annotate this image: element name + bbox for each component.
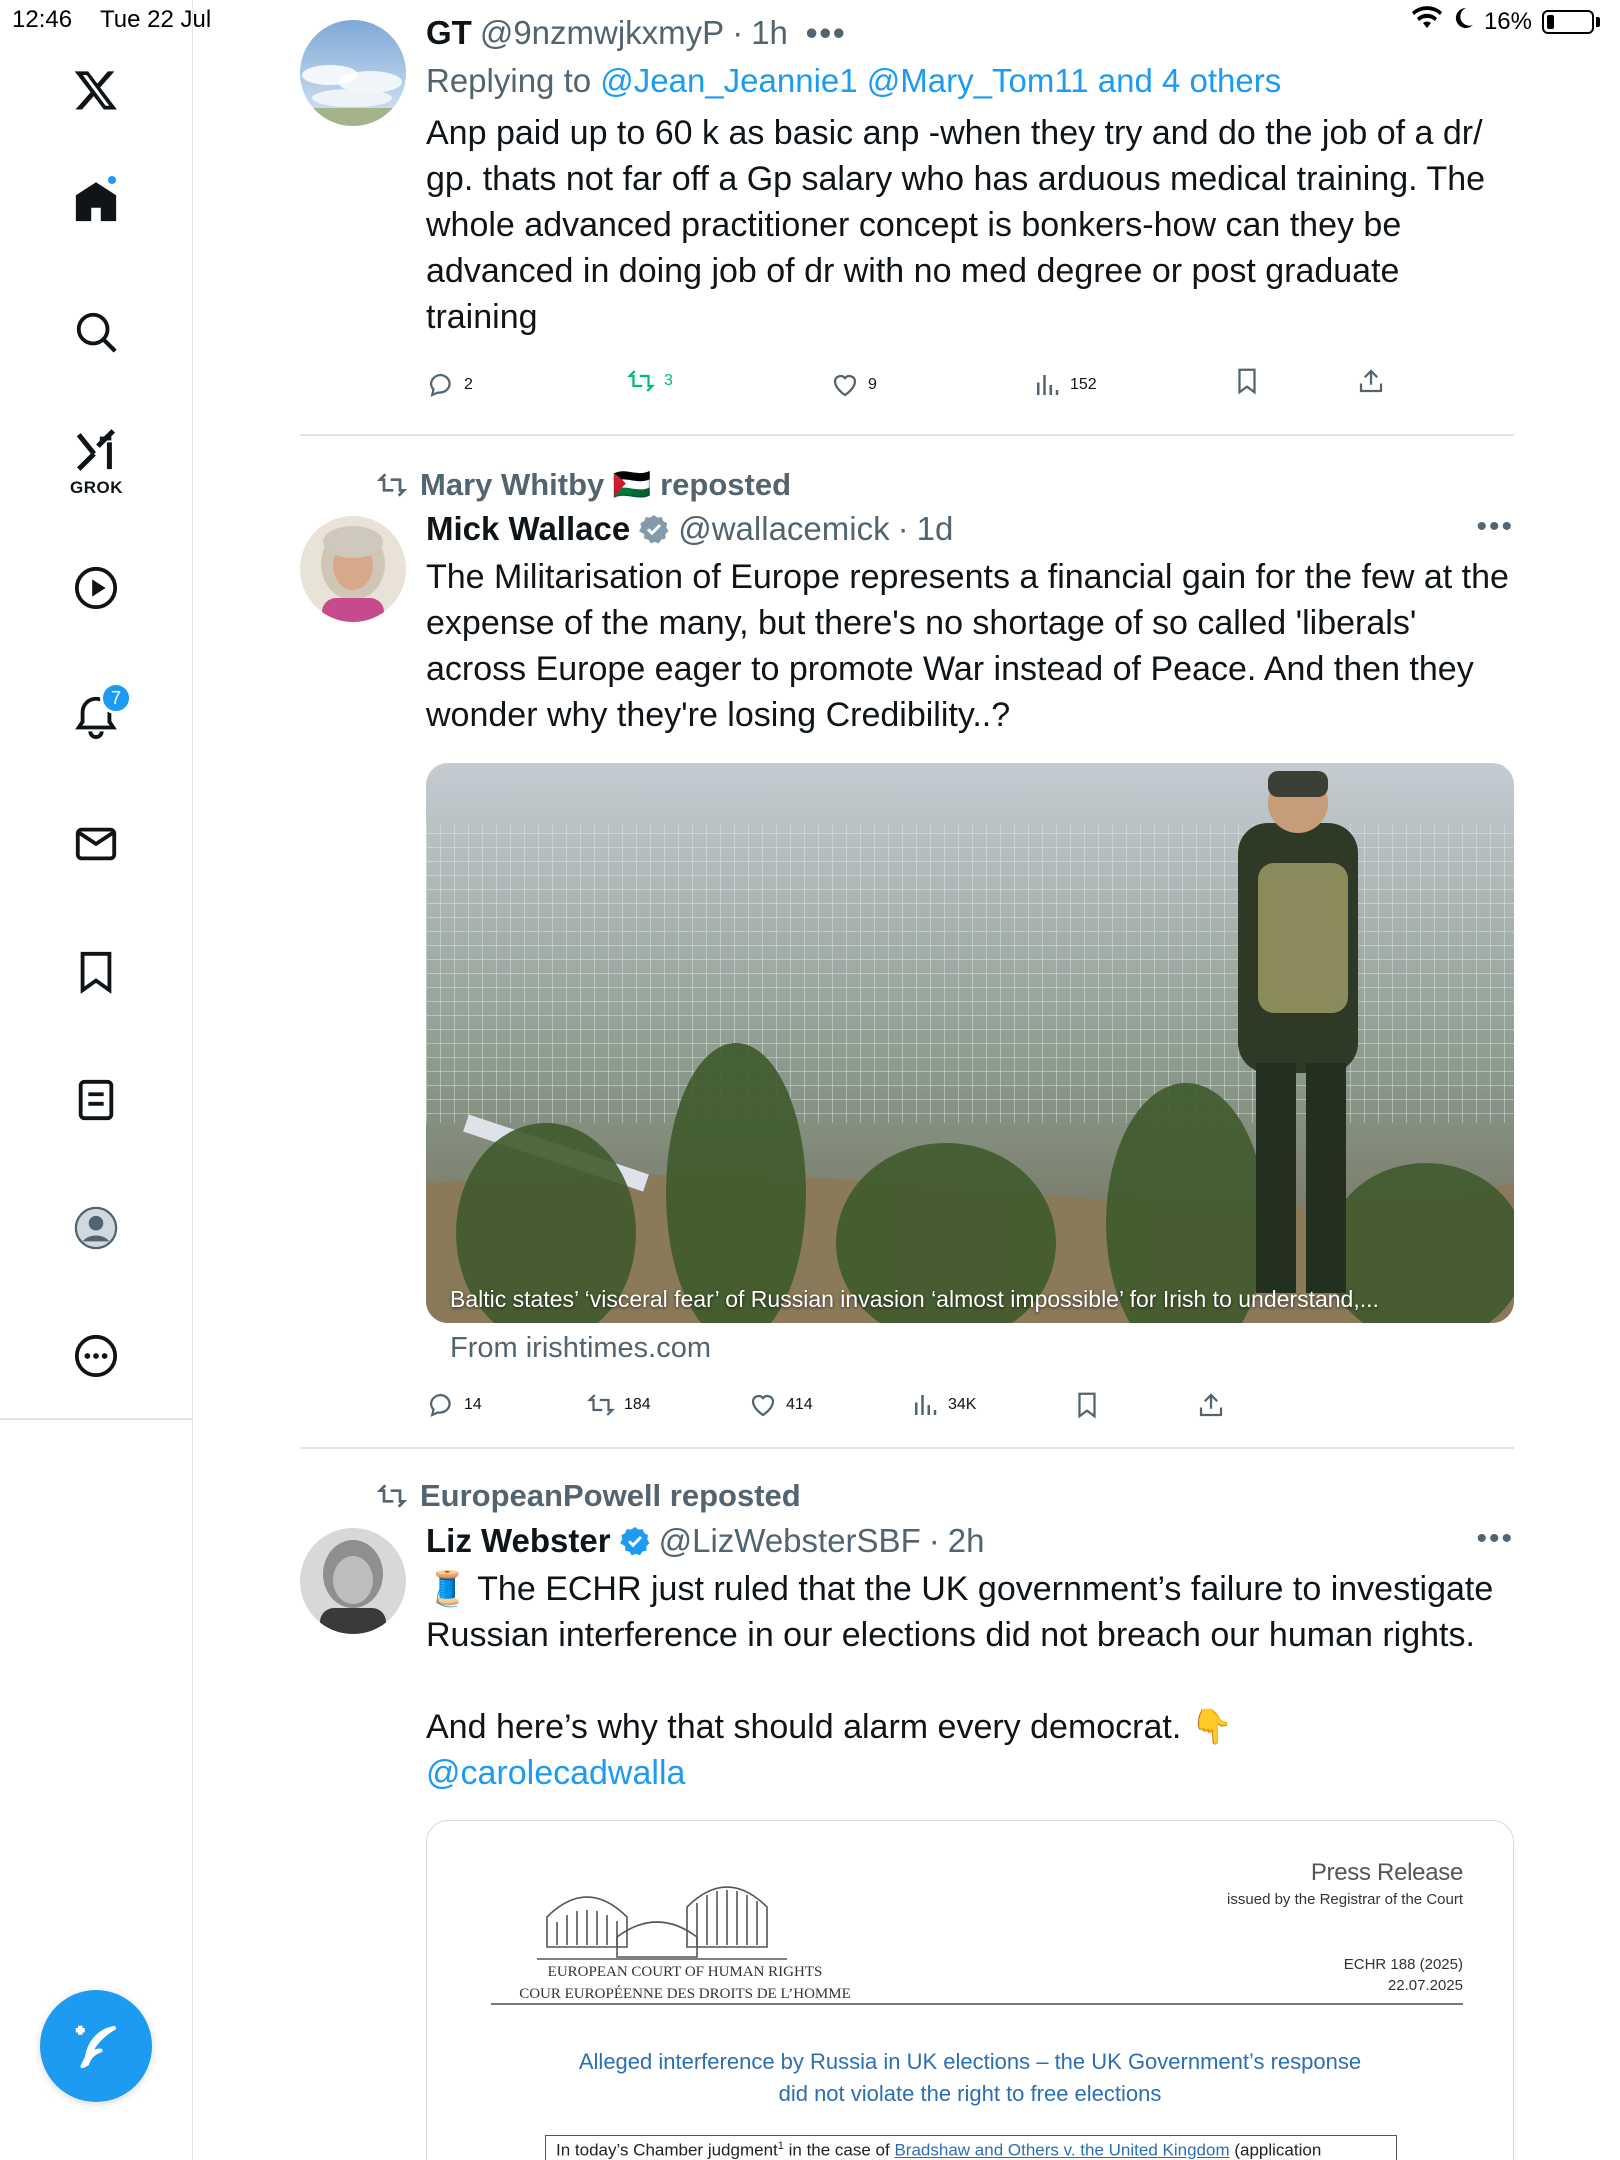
share-button[interactable]	[1196, 1390, 1226, 1420]
reply-button[interactable]	[426, 1390, 482, 1420]
author-name[interactable]: Liz Webster	[426, 1522, 611, 1559]
tweet-liz-webster[interactable]	[300, 1522, 1514, 2160]
repost-attribution[interactable]: Mary Whitby 🇵🇸 reposted	[376, 466, 791, 503]
views-icon	[1032, 370, 1062, 400]
document-date: 22.07.2025	[1387, 1977, 1463, 1994]
reply-button[interactable]	[426, 370, 473, 400]
link-card-image[interactable]	[426, 763, 1514, 1323]
tweet-mick-wallace[interactable]	[300, 510, 1514, 1430]
repost-icon	[376, 1480, 408, 1512]
repost-count: 3	[664, 372, 673, 389]
repost-icon	[626, 366, 656, 396]
attached-document-image[interactable]	[426, 1820, 1514, 2160]
reply-count: 14	[464, 1396, 482, 1413]
echr-building-logo	[537, 1857, 797, 1977]
mention-link[interactable]: @carolecadwalla	[426, 1754, 686, 1792]
messages-icon[interactable]	[66, 814, 126, 874]
views-count: 34K	[948, 1396, 977, 1413]
more-icon[interactable]	[66, 1326, 126, 1386]
profile-icon[interactable]	[66, 1198, 126, 1258]
bookmark-icon	[1072, 1390, 1102, 1420]
repost-icon	[586, 1390, 616, 1420]
bookmark-button[interactable]	[1232, 366, 1262, 396]
x-logo-icon[interactable]	[66, 60, 126, 120]
sidebar-divider	[0, 1418, 193, 1420]
court-name-fr: COUR EUROPÉENNE DES DROITS DE L’HOMME	[519, 1986, 851, 2002]
bookmark-icon	[1232, 366, 1262, 396]
author-handle[interactable]: @wallacemick	[678, 510, 890, 547]
heart-icon	[748, 1390, 778, 1420]
tweet-header: GT @9nzmwjkxmyP · 1h •••	[426, 14, 847, 51]
verified-badge-icon	[638, 513, 670, 545]
bookmark-button[interactable]	[1072, 1390, 1102, 1420]
author-handle[interactable]: @9nzmwjkxmyP	[479, 14, 725, 51]
avatar[interactable]	[300, 516, 406, 622]
like-button[interactable]	[748, 1390, 813, 1420]
bookmarks-icon[interactable]	[66, 942, 126, 1002]
tweet-divider	[300, 1447, 1514, 1449]
views-icon	[910, 1390, 940, 1420]
more-options-icon[interactable]: •••	[1476, 1522, 1514, 1555]
tweet-text: 🧵 The ECHR just ruled that the UK government’s failure to investigate Russian interference in our elections did not breach our human rights.	[426, 1570, 1494, 1654]
tweet-text: The Militarisation of Europe represents a financial gain for the few at the expense of the many, but there's no shortage of so called 'liberals' across Europe eager to promote War instead of Peace. And then they wonder why they're losing Credibility..?	[426, 558, 1509, 734]
share-icon	[1356, 366, 1386, 396]
repost-button[interactable]	[626, 366, 673, 396]
tweet-gt[interactable]	[300, 14, 1514, 424]
sidebar	[0, 0, 193, 2160]
replying-to: Replying to @Jean_Jeannie1 @Mary_Tom11 and 4 others	[426, 62, 1282, 99]
document-rule	[491, 2003, 1463, 2005]
more-options-icon[interactable]: •••	[805, 14, 847, 51]
home-icon[interactable]	[66, 172, 126, 232]
repost-button[interactable]	[586, 1390, 651, 1420]
tweet-text-2: And here’s why that should alarm every democrat. 👇	[426, 1708, 1234, 1746]
tweet-time[interactable]: 1d	[916, 510, 954, 547]
home-badge-dot	[106, 174, 118, 186]
share-button[interactable]	[1356, 366, 1386, 396]
like-button[interactable]	[830, 370, 877, 400]
search-icon[interactable]	[66, 302, 126, 362]
document-headline-2: did not violate the right to free elections	[778, 2081, 1162, 2106]
grok-label: GROK	[70, 478, 123, 497]
notifications-badge: 7	[100, 682, 132, 714]
reply-icon	[426, 1390, 456, 1420]
repost-icon	[376, 469, 408, 501]
link-card-title: Baltic states’ ‘visceral fear’ of Russian invasion ‘almost impossible’ for Irish to understand,...	[450, 1286, 1379, 1312]
reply-icon	[426, 370, 456, 400]
tweet-time[interactable]: 2h	[947, 1522, 985, 1559]
like-count: 9	[868, 376, 877, 393]
like-count: 414	[786, 1396, 813, 1413]
author-name[interactable]: Mick Wallace	[426, 510, 631, 547]
battery-percent: 16%	[1483, 7, 1532, 35]
tweet-header: Liz Webster @LizWebsterSBF · 2h	[426, 1522, 985, 1559]
issued-by: issued by the Registrar of the Court	[1227, 1891, 1463, 1908]
compose-post-button[interactable]	[40, 1990, 152, 2102]
avatar[interactable]	[300, 20, 406, 126]
compose-feather-icon	[69, 2019, 123, 2073]
author-name[interactable]: GT	[426, 14, 472, 51]
repost-count: 184	[624, 1396, 651, 1413]
heart-icon	[830, 370, 860, 400]
author-handle[interactable]: @LizWebsterSBF	[658, 1522, 921, 1559]
repost-attribution[interactable]: EuropeanPowell reposted	[376, 1478, 801, 1514]
avatar[interactable]	[300, 1528, 406, 1634]
press-release-label: Press Release	[1310, 1859, 1463, 1886]
fence-soldier-photo	[426, 763, 1514, 1323]
video-icon[interactable]	[66, 558, 126, 618]
lists-icon[interactable]	[66, 1070, 126, 1130]
tweet-time[interactable]: 1h	[751, 14, 788, 51]
replying-to-users[interactable]: @Jean_Jeannie1 @Mary_Tom11 and 4 others	[600, 62, 1282, 99]
grok-icon[interactable]	[66, 420, 126, 480]
views-button[interactable]	[1032, 370, 1097, 400]
document-reference: ECHR 188 (2025)	[1343, 1956, 1463, 1973]
tweet-text: Anp paid up to 60 k as basic anp -when they try and do the job of a dr/ gp. thats not far off a Gp salary who has arduous medical training. The whole advanced practitioner concept is bonkers-how can they be advanced in doing job of dr with no med degree or post graduate training	[426, 114, 1486, 336]
status-time: 12:46	[12, 6, 73, 33]
views-button[interactable]	[910, 1390, 976, 1420]
notifications-icon[interactable]	[66, 686, 126, 746]
battery-icon	[1542, 10, 1594, 34]
document-snippet: In today’s Chamber judgment$^1$ in the case of Bradshaw and Others v. the United Kingdom (application	[545, 2135, 1397, 2160]
more-options-icon[interactable]: •••	[1476, 510, 1514, 543]
link-card-source[interactable]: From irishtimes.com	[450, 1332, 712, 1364]
court-name-en: EUROPEAN COURT OF HUMAN RIGHTS	[547, 1964, 823, 1980]
share-icon	[1196, 1390, 1226, 1420]
reply-count: 2	[464, 376, 473, 393]
views-count: 152	[1070, 376, 1097, 393]
status-date: Tue 22 Jul	[100, 6, 212, 33]
tweet-header: Mick Wallace @wallacemick · 1d	[426, 510, 954, 547]
document-headline: Alleged interference by Russia in UK elections – the UK Government’s response	[578, 2049, 1362, 2074]
verified-badge-icon	[619, 1525, 651, 1557]
tweet-divider	[300, 434, 1514, 436]
